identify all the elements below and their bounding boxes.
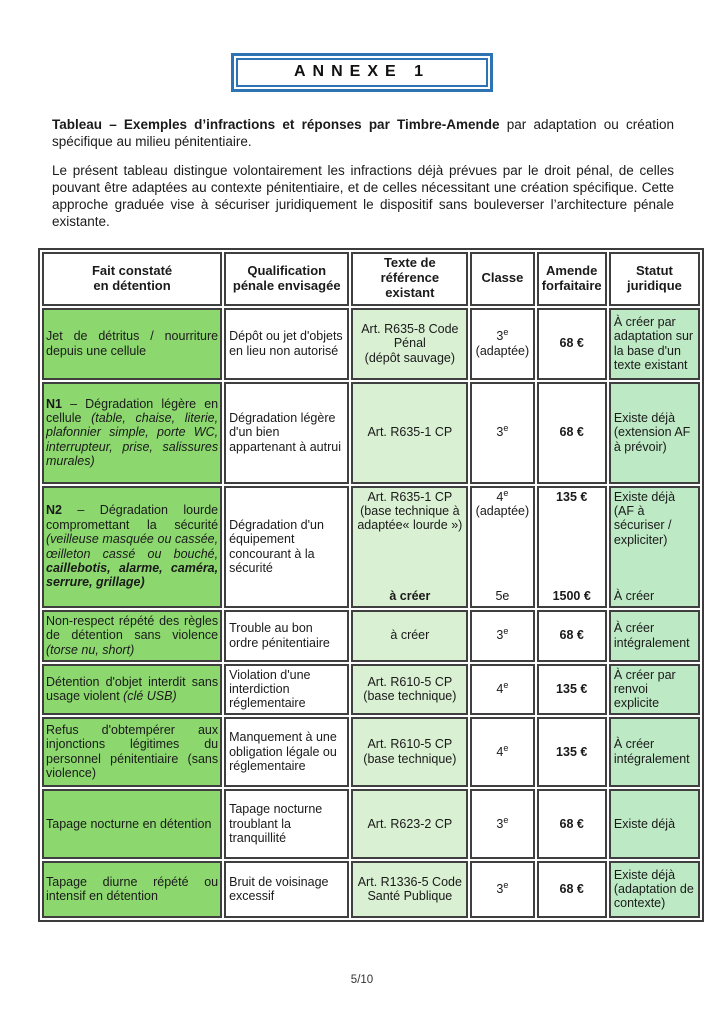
cell-texte: Art. R610-5 CP (base technique) <box>351 664 468 715</box>
cell-qualification: Violation d'une interdiction réglementaire <box>224 664 349 715</box>
cell-fait: N1 – Dégradation légère en cellule (table, chaise, literie, plafonnier simple, porte WC, interrupteur, prise, salissures murales) <box>42 382 222 484</box>
cell-statut: Existe déjà (adaptation de contexte) <box>609 861 700 918</box>
cell-texte: Art. R623-2 CP <box>351 789 468 859</box>
cell-classe: 3e <box>470 861 534 918</box>
cell-fait: Tapage diurne répété ou intensif en détention <box>42 861 222 918</box>
cell-amende: 135 € <box>537 664 607 715</box>
cell-amende: 135 € <box>537 717 607 787</box>
cell-fait: Jet de détritus / nourriture depuis une cellule <box>42 308 222 380</box>
column-header-texte: Texte de référence existant <box>351 252 468 306</box>
annexe-title-box <box>231 53 493 92</box>
cell-statut: Existe déjà (extension AF à prévoir) <box>609 382 700 484</box>
table-row <box>42 486 700 608</box>
page-number: 5/10 <box>350 974 374 986</box>
cell-statut: À créer intégralement <box>609 610 700 662</box>
annexe-title: ANNEXE 1 <box>236 58 488 87</box>
cell-amende: 135 € 1500 € <box>537 486 607 608</box>
table-row <box>42 664 700 715</box>
cell-statut: À créer intégralement <box>609 717 700 787</box>
table-row <box>42 610 700 662</box>
cell-statut: Existe déjà <box>609 789 700 859</box>
intro-paragraph-1-bold: Tableau – Exemples d’infractions et réponses par Timbre-Amende <box>52 117 500 132</box>
intro-paragraph-1-rest: par adaptation ou création spécifique au milieu pénitentiaire. <box>52 117 674 150</box>
cell-classe: 4e <box>470 664 534 715</box>
cell-qualification: Bruit de voisinage excessif <box>224 861 349 918</box>
cell-texte: Art. R635-1 CP (base technique à adaptée« lourde ») à créer <box>351 486 468 608</box>
intro-section <box>52 116 674 231</box>
cell-qualification: Manquement à une obligation légale ou réglementaire <box>224 717 349 787</box>
cell-amende: 68 € <box>537 382 607 484</box>
table-row <box>42 789 700 859</box>
annexe-table <box>38 248 704 922</box>
cell-qualification: Trouble au bon ordre pénitentiaire <box>224 610 349 662</box>
table-header-row <box>42 252 700 306</box>
cell-texte: à créer <box>351 610 468 662</box>
intro-paragraph-2: Le présent tableau distingue volontairement les infractions déjà prévues par le droit pénal, de celles pouvant être adaptées au contexte pénitentiaire, et de celles nécessitant une création spécifique. Cette approche graduée vise à sécuriser juridiquement le dispositif sans bouleverser l’architecture pénale existante. <box>52 162 674 230</box>
annexe-table-body <box>42 308 700 918</box>
intro-paragraph-1 <box>52 116 674 151</box>
cell-amende: 68 € <box>537 610 607 662</box>
cell-texte: Art. R635-1 CP <box>351 382 468 484</box>
cell-classe: 3e (adaptée) <box>470 308 534 380</box>
cell-classe: 4e <box>470 717 534 787</box>
cell-qualification: Dégradation légère d'un bien appartenant à autrui <box>224 382 349 484</box>
cell-fait: Tapage nocturne en détention <box>42 789 222 859</box>
cell-texte: Art. R610-5 CP (base technique) <box>351 717 468 787</box>
column-header-fait: Fait constaté en détention <box>42 252 222 306</box>
cell-fait: Non-respect répété des règles de détention sans violence (torse nu, short) <box>42 610 222 662</box>
cell-fait: N2 – Dégradation lourde compromettant la sécurité (veilleuse masquée ou cassée, œilleton cassé ou bouché, caillebotis, alarme, caméra, serrure, grillage) <box>42 486 222 608</box>
cell-statut: À créer par renvoi explicite <box>609 664 700 715</box>
cell-fait: Détention d'objet interdit sans usage violent (clé USB) <box>42 664 222 715</box>
cell-texte: Art. R635-8 Code Pénal (dépôt sauvage) <box>351 308 468 380</box>
table-row <box>42 717 700 787</box>
table-row <box>42 382 700 484</box>
cell-qualification: Tapage nocturne troublant la tranquillité <box>224 789 349 859</box>
cell-classe: 4e (adaptée) 5e <box>470 486 534 608</box>
cell-qualification: Dépôt ou jet d'objets en lieu non autorisé <box>224 308 349 380</box>
cell-classe: 3e <box>470 382 534 484</box>
cell-amende: 68 € <box>537 861 607 918</box>
table-row <box>42 308 700 380</box>
cell-texte: Art. R1336-5 Code Santé Publique <box>351 861 468 918</box>
cell-statut: Existe déjà (AF à sécuriser / expliciter) À créer <box>609 486 700 608</box>
cell-amende: 68 € <box>537 308 607 380</box>
column-header-amende: Amende forfaitaire <box>537 252 607 306</box>
cell-classe: 3e <box>470 789 534 859</box>
column-header-qualification: Qualification pénale envisagée <box>224 252 349 306</box>
cell-statut: À créer par adaptation sur la base d'un texte existant <box>609 308 700 380</box>
cell-fait: Refus d'obtempérer aux injonctions légitimes du personnel pénitentiaire (sans violence) <box>42 717 222 787</box>
cell-amende: 68 € <box>537 789 607 859</box>
cell-qualification: Dégradation d'un équipement concourant à la sécurité <box>224 486 349 608</box>
cell-classe: 3e <box>470 610 534 662</box>
column-header-statut: Statut juridique <box>609 252 700 306</box>
table-row <box>42 861 700 918</box>
column-header-classe: Classe <box>470 252 534 306</box>
